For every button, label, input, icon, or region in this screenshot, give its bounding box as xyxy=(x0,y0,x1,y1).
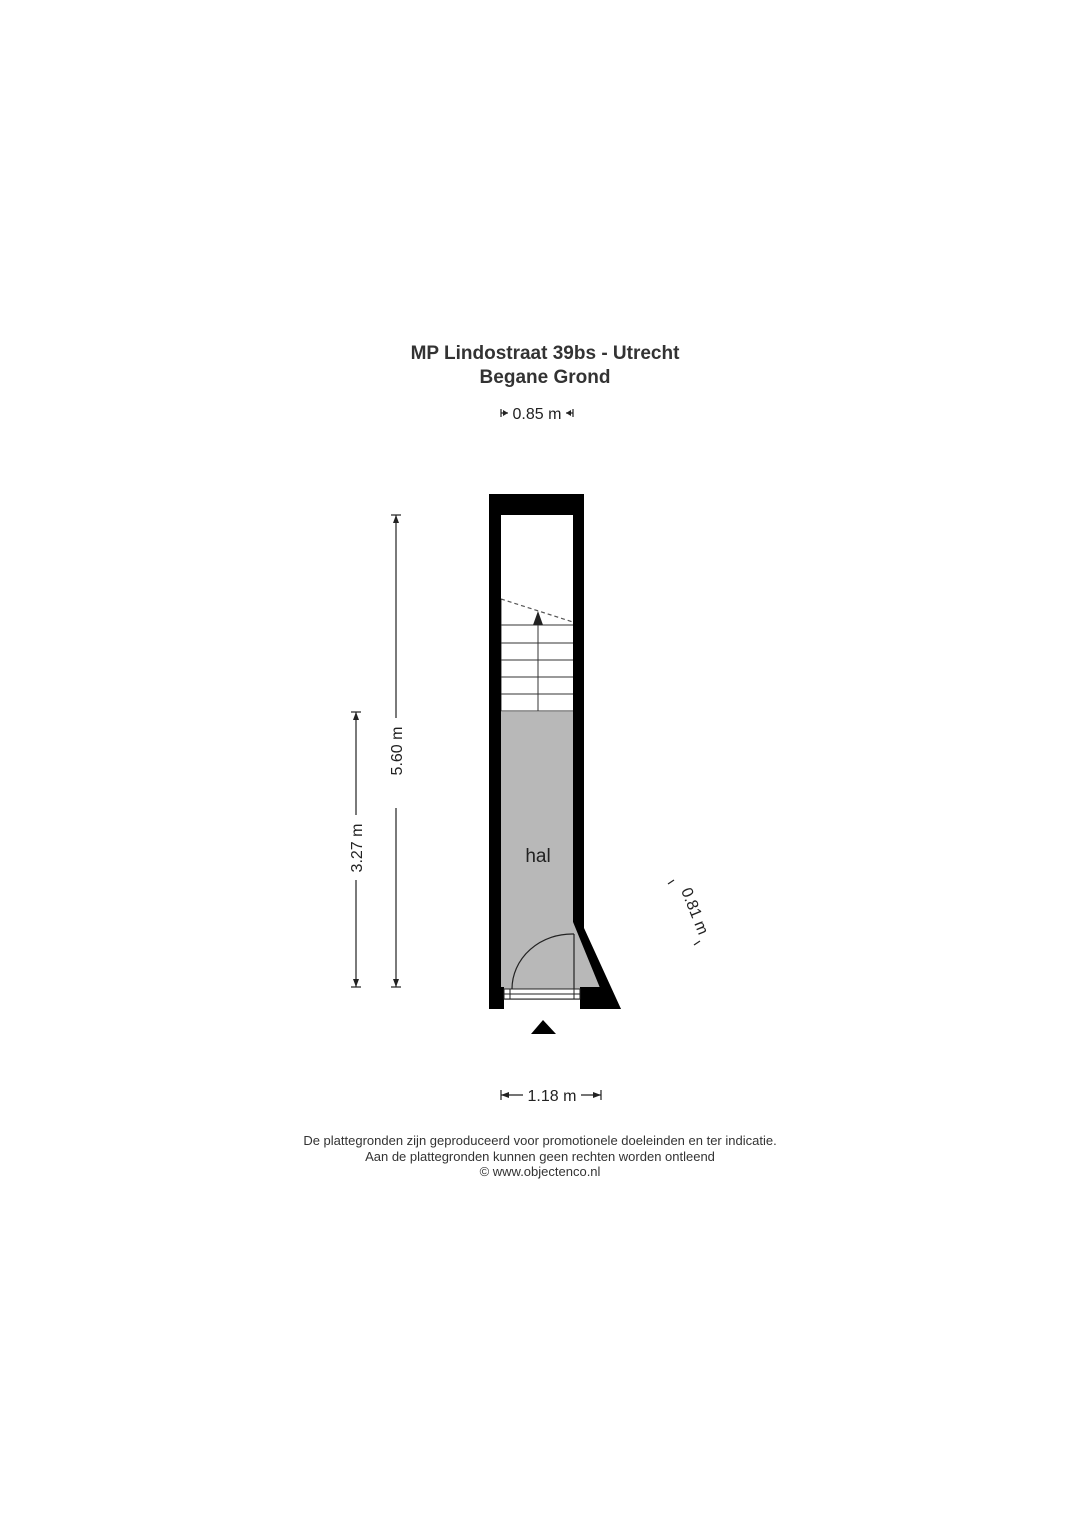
dimension-diagonal-label: 0.81 m xyxy=(677,885,712,938)
copyright-link[interactable]: © www.objectenco.nl xyxy=(479,1164,601,1179)
disclaimer-line-2: Aan de plattegronden kunnen geen rechten worden ontleend xyxy=(365,1149,715,1164)
room-label-hall: hal xyxy=(525,846,551,867)
dimension-hall-length xyxy=(349,712,366,987)
dimension-diagonal xyxy=(668,880,711,945)
plan-title: MP Lindostraat 39bs - Utrecht xyxy=(410,343,680,364)
dimension-total-length-label: 5.60 m xyxy=(389,726,406,776)
dimension-bottom-width-label: 1.18 m xyxy=(527,1088,577,1105)
dimension-top-width xyxy=(501,406,573,423)
floor-name: Begane Grond xyxy=(479,367,611,388)
dimension-hall-length-label: 3.27 m xyxy=(349,823,366,873)
disclaimer-line-1: De plattegronden zijn geproduceerd voor promotionele doeleinden en ter indicatie. xyxy=(303,1133,777,1148)
stair-direction-arrow-icon xyxy=(533,611,543,625)
entrance-arrow-icon xyxy=(531,1020,556,1034)
dimension-top-width-label: 0.85 m xyxy=(512,406,562,423)
dimension-bottom-width xyxy=(501,1088,601,1105)
staircase xyxy=(501,599,573,711)
dimension-total-length xyxy=(389,515,406,987)
